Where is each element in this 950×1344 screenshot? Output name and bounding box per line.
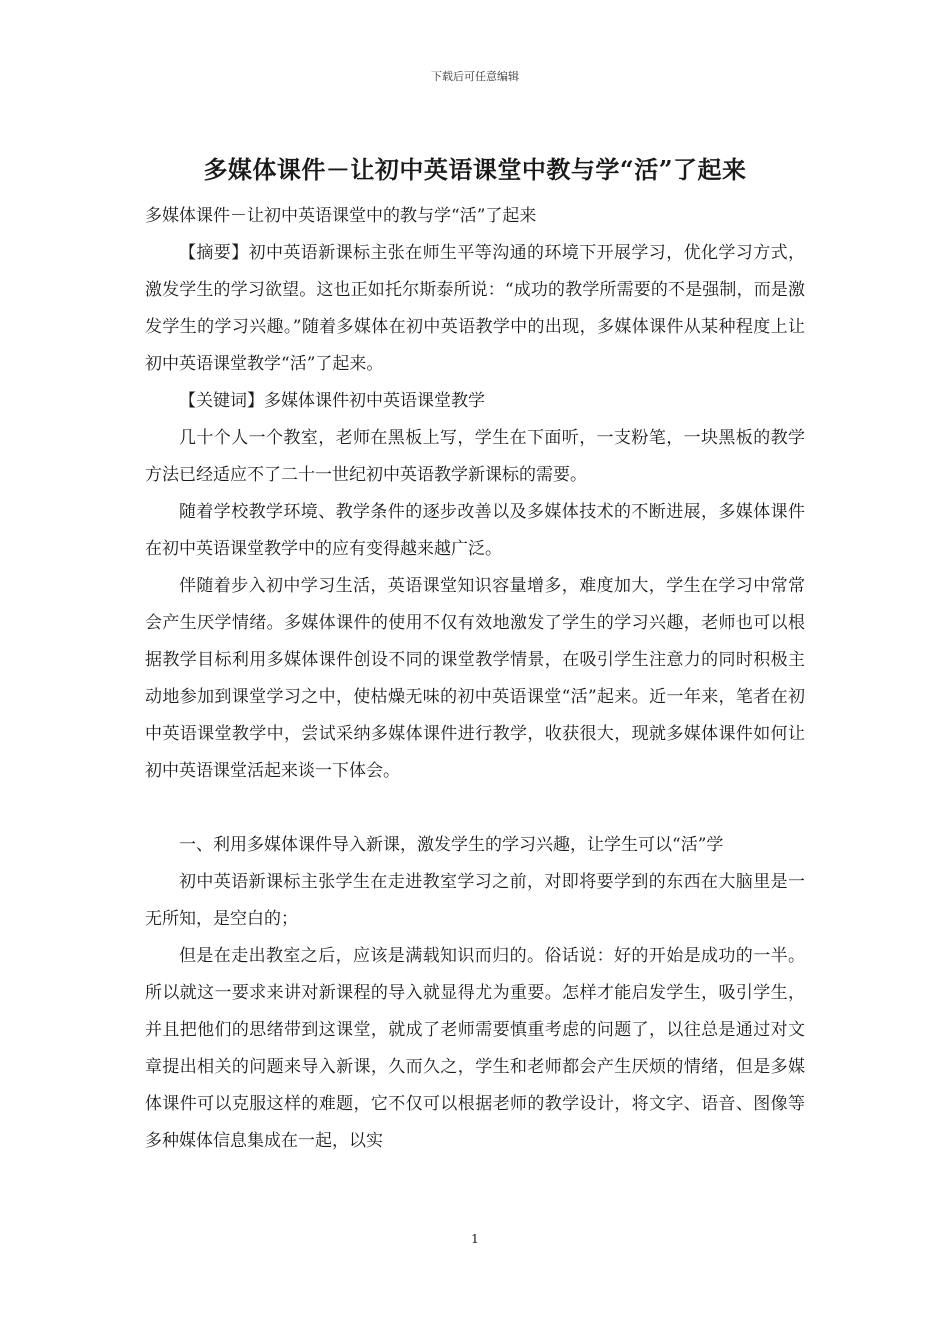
body-paragraph: 伴随着步入初中学习生活，英语课堂知识容量增多，难度加大，学生在学习中常常会产生厌学情绪。多媒体课件的使用不仅有效地激发了学生的学习兴趣，老师也可以根据教学目标利用多媒体课件创设不同的课堂教学情景，在吸引学生注意力的同时积极主动地参加到课堂学习之中，使枯燥无味的初中英语课堂“活”起来。近一年来，笔者在初中英语课堂教学中，尝试采纳多媒体课件进行教学，收获很大，现就多媒体课件如何让初中英语课堂活起来谈一下体会。 bbox=[145, 576, 805, 781]
body-paragraph: 几十个人一个教室，老师在黑板上写，学生在下面听，一支粉笔，一块黑板的教学方法已经适应不了二十一世纪初中英语教学新课标的需要。 bbox=[145, 428, 805, 485]
body-paragraph: 随着学校教学环境、教学条件的逐步改善以及多媒体技术的不断进展，多媒体课件在初中英语课堂教学中的应有变得越来越广泛。 bbox=[145, 502, 805, 559]
document-subtitle: 多媒体课件－让初中英语课堂中的教与学“活”了起来 bbox=[145, 206, 537, 226]
paragraph-spacer bbox=[145, 790, 805, 827]
page-number: 1 bbox=[471, 1232, 479, 1246]
section-heading: 一、利用多媒体课件导入新课，激发学生的学习兴趣，让学生可以“活”学 bbox=[179, 835, 724, 855]
section-paragraph: 初中英语新课标主张学生在走进教室学习之前，对即将要学到的东西在大脑里是一无所知，是空白的； bbox=[145, 872, 805, 929]
header-note: 下载后可任意编辑 bbox=[431, 70, 519, 83]
document-title: 多媒体课件－让初中英语课堂中教与学“活”了起来 bbox=[203, 155, 747, 184]
document-body bbox=[145, 198, 805, 1160]
keywords-paragraph: 【关键词】多媒体课件初中英语课堂教学 bbox=[179, 391, 485, 411]
section-paragraph: 但是在走出教室之后，应该是满载知识而归的。俗话说：好的开始是成功的一半。所以就这一要求来讲对新课程的导入就显得尤为重要。怎样才能启发学生，吸引学生，并且把他们的思绪带到这课堂，就成了老师需要慎重考虑的问题了，以往总是通过对文章提出相关的问题来导入新课，久而久之，学生和老师都会产生厌烦的情绪，但是多媒体课件可以克服这样的难题，它不仅可以根据老师的教学设计，将文字、语音、图像等多种媒体信息集成在一起，以实 bbox=[145, 946, 805, 1151]
abstract-paragraph: 【摘要】初中英语新课标主张在师生平等沟通的环境下开展学习，优化学习方式，激发学生的学习欲望。这也正如托尔斯泰所说：“成功的教学所需要的不是强制，而是激发学生的学习兴趣。”随着多媒体在初中英语教学中的出现，多媒体课件从某种程度上让初中英语课堂教学“活”了起来。 bbox=[145, 243, 805, 374]
